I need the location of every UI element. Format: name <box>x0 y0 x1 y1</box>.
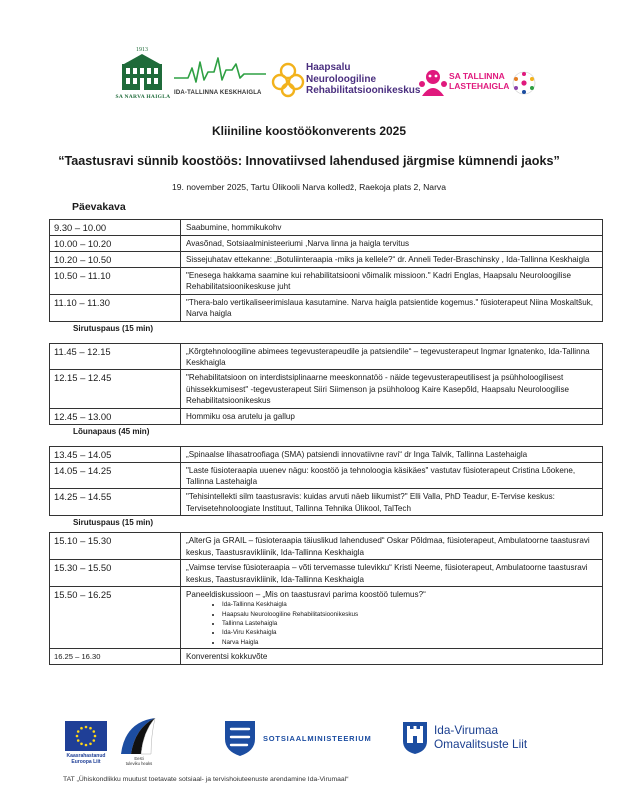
tallinna-lastehaigla-logo <box>418 68 508 98</box>
stl-logo-text <box>449 72 509 91</box>
agenda-item: "Rehabilitatsioon on interdistsiplinaarne meeskonnatöö - näide tegevusterapeutilisest ja psühholoogilisest ühissekkumisest" -tegevusterapeut Siiri Siimenson ja psühholoog Kaire Kasepõld, Haapsalu Neuroloogilise Rehabilitatsioonikeskus <box>186 373 570 406</box>
break-label: Sirutuspaus (15 min) <box>73 323 154 333</box>
heartbeat-line-icon <box>174 54 266 88</box>
agenda-item: „Spinaalse lihasatroofiaga (SMA) patsiendi innovatiivne ravi“ dr Inga Talvik, Tallinna Lastehaigla <box>186 449 528 459</box>
dotted-circle-icon <box>511 70 537 96</box>
stl-line-1: SA TALLINNA <box>449 71 505 81</box>
eu-caption-line-1: Kaasrahastanud <box>66 753 106 759</box>
agenda-time: 10.50 – 11.10 <box>50 268 181 294</box>
agenda-row <box>49 268 603 295</box>
agenda-row <box>49 649 603 665</box>
iv-line-1: Ida-Virumaa <box>434 723 499 737</box>
round-partner-logo <box>511 70 537 96</box>
panel-participant: • Ida-Viru Keskhaigla <box>222 628 598 637</box>
narva-logo-caption: SA NARVA HAIGLA <box>115 94 171 100</box>
break-label: Sirutuspaus (15 min) <box>73 518 154 528</box>
panel-participant: • Haapsalu Neuroloogiline Rehabilitatsioonikeskus <box>222 610 598 619</box>
hnrk-line-2: Neuroloogiline <box>306 73 376 85</box>
stl-line-2: LASTEHAIGLA <box>449 80 510 91</box>
eesti-caption-line-1: Eesti <box>134 756 144 761</box>
hospital-building-icon <box>116 44 168 94</box>
panel-title: Paneeldiskussioon – „Mis on taastusravi parima koostöö tulemus?“ <box>186 589 426 599</box>
agenda-row <box>49 370 603 408</box>
agenda-row <box>49 463 603 490</box>
agenda-time: 15.50 – 16.25 <box>50 587 181 648</box>
agenda-item: Avasõnad, Sotsiaalministeeriumi ,Narva linna ja haigla tervitus <box>186 239 409 248</box>
conference-theme: “Taastusravi sünnib koostöös: Innovatiivsed lahendused järgmise kümnendi jaoks” <box>58 154 560 168</box>
panel-participants-list <box>186 600 598 646</box>
agenda-time: 10.00 – 10.20 <box>50 236 181 251</box>
eesti-tuleviku-heaks-logo <box>115 714 163 758</box>
agenda-item: Konverentsi kokkuvõte <box>186 651 268 661</box>
panel-participant: • Tallinna Lastehaigla <box>222 619 598 628</box>
agenda-row <box>49 532 603 560</box>
haapsalu-rehab-logo <box>271 62 421 104</box>
agenda-time: 11.45 – 12.15 <box>50 344 181 370</box>
coat-of-arms-icon <box>223 719 257 757</box>
castle-shield-icon <box>402 721 428 755</box>
narva-year: 1913 <box>136 47 148 53</box>
eu-flag-logo <box>65 721 107 751</box>
eesti-caption-line-2: tuleviku heaks <box>125 761 153 766</box>
agenda-time: 12.15 – 12.45 <box>50 370 181 407</box>
agenda-item: Saabumine, hommikukohv <box>186 223 282 232</box>
ministry-name: SOTSIAALMINISTEERIUM <box>263 734 372 743</box>
agenda-item: "Enesega hakkama saamine kui rehabilitatsiooni võimalik missioon." Kadri Englas, Haapsalu Neuroloogilise Rehabilitatsioonikeskuse juht <box>186 271 572 292</box>
agenda-item <box>181 587 602 648</box>
agenda-item: "Thera-balo vertikaliseerimislaua kasutamine. Narva haigla patsientide kogemus." füsioterapeut Niina Moskaltšuk, Narva haigla <box>186 297 594 319</box>
agenda-row <box>49 560 603 587</box>
agenda-time: 11.10 – 11.30 <box>50 295 181 321</box>
agenda-row <box>49 343 603 371</box>
hnrk-line-1: Haapsalu <box>306 62 351 73</box>
conference-title: Kliiniline koostöökonverents 2025 <box>211 124 407 138</box>
hnrk-logo-text <box>306 62 420 97</box>
eu-stars-icon <box>65 721 107 751</box>
ida-virumaa-crest <box>402 721 428 755</box>
agenda-row <box>49 236 603 252</box>
agenda-table <box>49 219 603 665</box>
agenda-row <box>49 295 603 322</box>
agenda-time: 15.30 – 15.50 <box>50 560 181 586</box>
brain-flower-icon <box>271 62 305 98</box>
break-label: Lõunapaus (45 min) <box>73 426 150 436</box>
iv-line-2: Omavalitsuste Liit <box>434 737 528 751</box>
shield-icon <box>223 719 257 757</box>
hnrk-line-3: Rehabilitatsioonikeskus <box>306 85 421 96</box>
child-figure-icon <box>418 68 448 98</box>
agenda-item: „AlterG ja GRAIL – füsioteraapia täiuslikud lahendused“ Oskar Põldmaa, füsioterapeut, Ambulatoorne taastusravi keskus, Taastusravikliinik, Ida-Tallinna Keskhaigla <box>186 536 590 557</box>
ida-tallinna-keskhaigla-logo <box>174 54 266 100</box>
ida-virumaa-text <box>434 723 527 751</box>
agenda-row <box>49 219 603 236</box>
agenda-row <box>49 489 603 516</box>
agenda-item: "Laste füsioteraapia uuenev nägu: koostöö ja tehnoloogia käsikäes" vastutav füsioterapeut Cristina Lõokene, Tallinna Lastehaigla <box>186 465 576 487</box>
agenda-row <box>49 409 603 425</box>
narva-haigla-logo <box>115 44 171 106</box>
eu-caption-line-2: Euroopa Liit <box>71 759 101 765</box>
panel-participant: • Narva Haigla <box>222 638 598 647</box>
agenda-time: 14.25 – 14.55 <box>50 489 181 515</box>
agenda-time: 12.45 – 13.00 <box>50 409 181 424</box>
agenda-item: "Tehisintellekti silm taastusravis: kuidas arvuti näeb liikumist?" Elli Valla, PhD Teadur, E-Tervise keskus: Tervisetehnoloogiate Instituut, Tallinna Tehnika Ülikool, TalTech <box>186 492 555 513</box>
agenda-row-panel <box>49 587 603 649</box>
agenda-item: „Kõrgtehnoloogiline abimees tegevusterapeudile ja patsiendile“ – tegevusterapeut Ingmar Ignatenko, Ida-Tallinna Keskhaigla <box>186 346 590 368</box>
agenda-item: „Vaimse tervise füsioteraapia – võti tervemasse tulevikku“ Kristi Neeme, füsioterapeut, Ambulatoorne taastusravi keskus, Taastusravikliinik, Ida-Tallinna Keskhaigla <box>186 563 588 584</box>
agenda-time: 14.05 – 14.25 <box>50 463 181 489</box>
date-and-venue: 19. november 2025, Tartu Ülikooli Narva kolledž, Raekoja plats 2, Narva <box>171 182 447 192</box>
agenda-item: Hommiku osa arutelu ja gallup <box>186 411 295 421</box>
panel-participant: • Ida-Tallinna Keskhaigla <box>222 600 598 609</box>
agenda-time: 15.10 – 15.30 <box>50 533 181 559</box>
itk-logo-caption: IDA-TALLINNA KESKHAIGLA <box>174 90 262 96</box>
agenda-time: 9.30 – 10.00 <box>50 220 181 235</box>
agenda-item: Sissejuhatav ettekanne: „Botuliinteraapia -miks ja kellele?“ dr. Anneli Teder-Braschinsky , Ida-Tallinna Keskhaigla <box>186 255 590 264</box>
estonian-flag-swoosh-icon <box>115 714 163 758</box>
agenda-time: 16.25 – 16.30 <box>50 649 181 664</box>
project-footnote: TAT „Ühiskondlikku muutust toetavate sotsiaal- ja tervishoiuteenuste arendamine Ida-Virumaal“ <box>63 776 349 783</box>
agenda-time: 13.45 – 14.05 <box>50 447 181 462</box>
agenda-row <box>49 252 603 268</box>
agenda-heading: Päevakava <box>72 201 126 213</box>
eesti-caption <box>110 756 168 766</box>
agenda-time: 10.20 – 10.50 <box>50 252 181 267</box>
agenda-row <box>49 446 603 463</box>
